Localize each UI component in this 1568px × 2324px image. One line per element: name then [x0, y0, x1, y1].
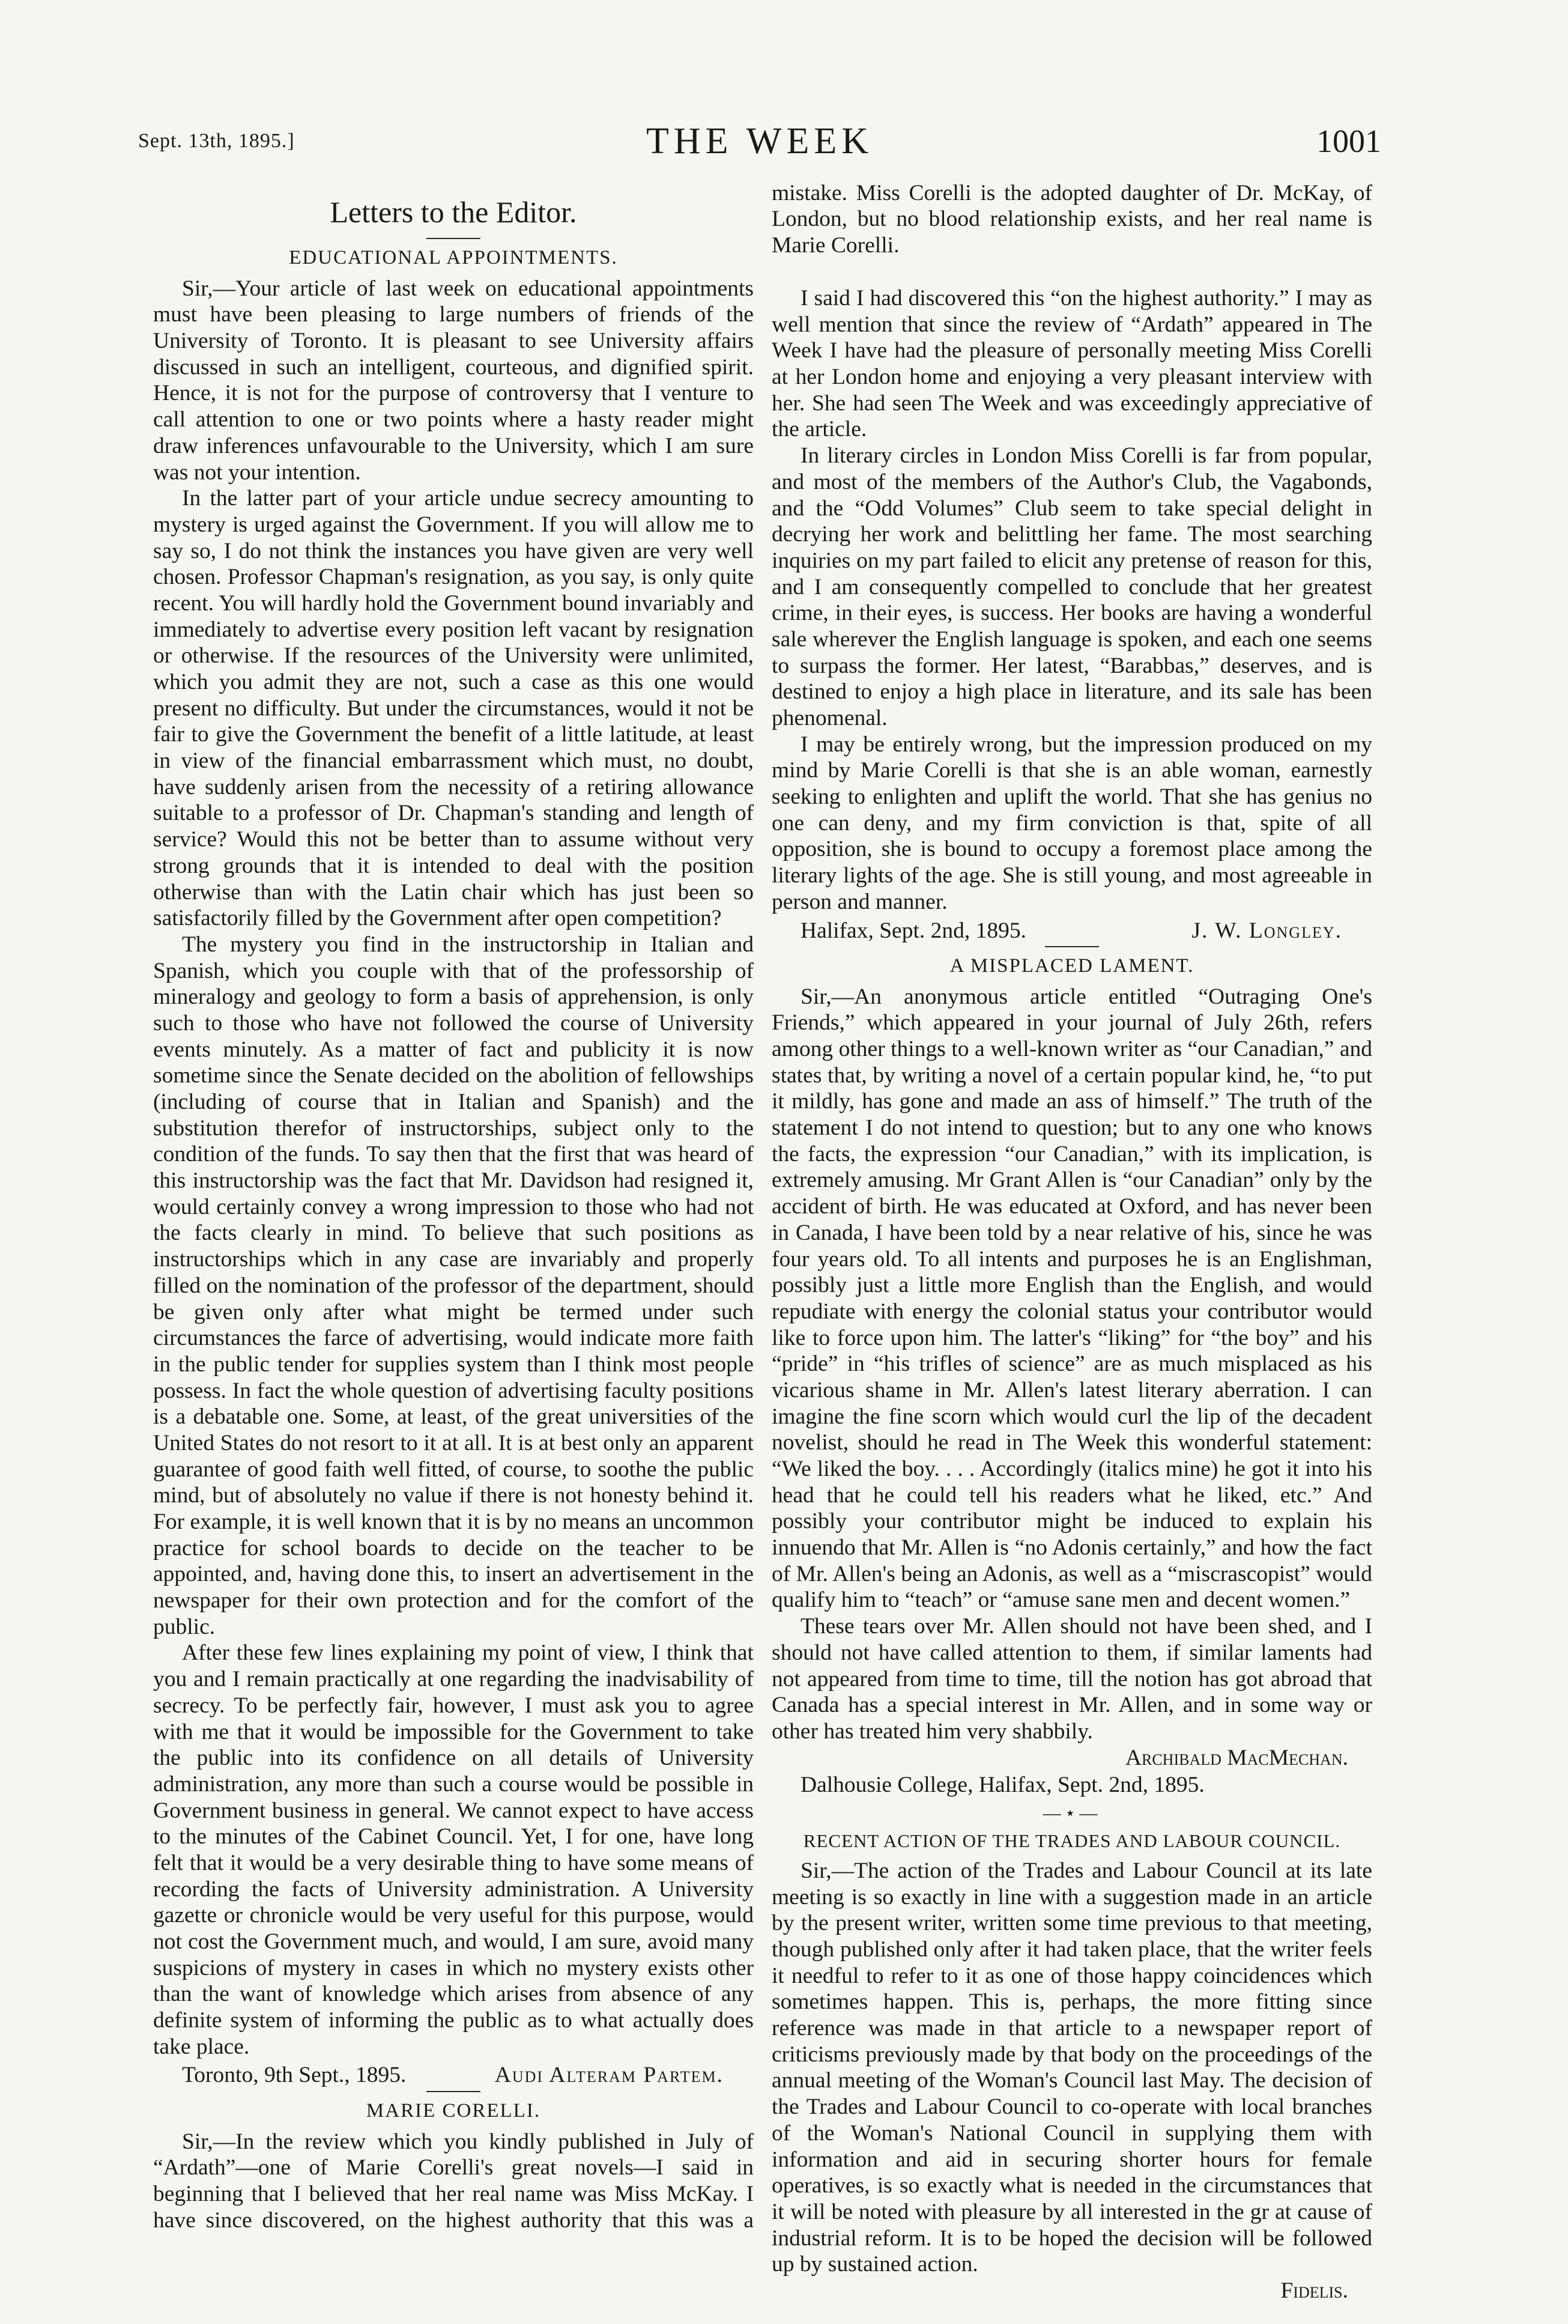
- paragraph: In literary circles in London Miss Corelli is far from popular, and most of the members of the Author's Club, the Vagabonds, and the “Odd Volumes” Club seem to take special delight in decrying her work and belittling her fame. The most searching inquiries on my part failed to elicit any pretense of reason for this, and I am consequently compelled to conclude that her greatest crime, in their eyes, is success. Her books are having a wonderful sale wherever the English language is spoken, and each one seems to surpass the former. Her latest, “Barabbas,” deserves, and is destined to enjoy a high place in literature, and its sale has been phenomenal.: [772, 443, 1372, 730]
- letter-title-educational: EDUCATIONAL APPOINTMENTS.: [289, 247, 618, 269]
- letter-place: Toronto, 9th Sept., 1895.: [182, 2063, 407, 2088]
- letter-signature: Archibald MacMechan.: [1125, 1745, 1348, 1770]
- paragraph: Sir,—Your article of last week on educational appointments must have been pleasing to large numbers of friends of the University of Toronto. It is pleasant to see University affairs discussed in such an intelligent, courteous, and dignified spirit. Hence, it is not for the purpose of controversy that I venture to call attention to one or two points where a hasty reader might draw inferences unfavourable to the University, which I am sure was not your intention.: [153, 276, 754, 485]
- letter-signoff: [772, 1745, 1372, 1771]
- letter-signature: Audi Alteram Partem.: [494, 2063, 724, 2088]
- left-column: [153, 192, 754, 2234]
- publication-title: THE WEEK: [646, 121, 873, 162]
- paragraph: I said I had discovered this “on the highest authority.” I may as well mention that since the review of “Ardath” appeared in The Week I have had the pleasure of personally meeting Miss Corelli at her London home and enjoying a very pleasant interview with her. She had seen The Week and was exceedingly appreciative of the article.: [772, 286, 1372, 442]
- paragraph-continued: [772, 180, 1372, 285]
- letter-title-corelli: MARIE CORELLI.: [366, 2100, 541, 2122]
- divider: [426, 2091, 480, 2092]
- section-heading: Letters to the Editor.: [330, 195, 577, 229]
- right-column: [772, 180, 1372, 2304]
- letter-signoff: [153, 2062, 754, 2089]
- paragraph: These tears over Mr. Allen should not have been shed, and I should not have called attention to them, if similar laments had not appeared from time to time, till the notion has got abroad that Canada has a special interest in Mr. Allen, and in some way or other has treated him very shabbily.: [772, 1614, 1372, 1744]
- letter-title-lament: A MISPLACED LAMENT.: [949, 955, 1194, 977]
- page-number: 1001: [1316, 123, 1381, 159]
- divider-ornament: —⋆—: [1043, 1803, 1101, 1823]
- paragraph: Sir,—The action of the Trades and Labour Council at its late meeting is so exactly in line with a suggestion made in an article by the present writer, written some time previous to that meeting, though published only after it had taken place, that the writer feels it needful to refer to it as one of those happy coincidences which sometimes happen. This is, perhaps, the more fitting since reference was made in that article to a newspaper report of criticisms previously made by that body on the proceedings of the annual meeting of the Woman's Council last May. The decision of the Trades and Labour Council to co-operate with local branches of the Woman's National Council in supplying them with information and aid in securing shorter hours for female operatives, is so exactly what is needed in the circumstances that it will be noted with pleasure by all interested in the gr at cause of industrial reform. It is to be hoped the decision will be followed up by sustained action.: [772, 1858, 1372, 2277]
- page-header: [138, 120, 1381, 168]
- divider: [426, 238, 480, 239]
- divider: [1045, 946, 1099, 947]
- paragraph: I may be entirely wrong, but the impression produced on my mind by Marie Corelli is that she is an able woman, earnestly seeking to enlighten and uplift the world. That she has genius no one can deny, and my firm conviction is that, spite of all opposition, she is bound to occupy a foremost place among the literary lights of the age. She is still young, and most agreeable in person and manner.: [772, 732, 1372, 914]
- paragraph: In the latter part of your article undue secrecy amounting to mystery is urged against the Government. If you will allow me to say so, I do not think the instances you have given are very well chosen. Professor Chapman's resignation, as you say, is only quite recent. You will hardly hold the Government bound invariably and immediately to advertise every position left vacant by resignation or otherwise. If the resources of the University were unlimited, which you admit they are not, such a case as this one would present no difficulty. But under the circumstances, would it not be fair to give the Government the benefit of a little latitude, at least in view of the financial embarrassment which must, no doubt, have suddenly arisen from the necessity of a retiring allowance suitable to a professor of Dr. Chapman's standing and length of service? Would this not be better than to assume without very strong grounds that it is intended to deal with the position otherwise than with the Latin chair which has just been so satisfactorily filled by the Government after open competition?: [153, 486, 754, 931]
- paragraph-split: Sir,—In the review which you kindly published in July of “Ardath”—one of Marie Corelli's great novels—I said in beginning that I believed that her real name was Miss McKay. I have since discovered, on the highest authority that this was a: [153, 2129, 754, 2233]
- letter-signature: J. W. Longley.: [1191, 918, 1342, 943]
- letter-title-trades: RECENT ACTION OF THE TRADES AND LABOUR COUNCIL.: [803, 1830, 1341, 1851]
- letter-signoff: [772, 918, 1372, 944]
- issue-date: Sept. 13th, 1895.]: [138, 130, 295, 152]
- letter-place: Dalhousie College, Halifax, Sept. 2nd, 1895.: [801, 1773, 1205, 1798]
- letter-place: Halifax, Sept. 2nd, 1895.: [801, 918, 1026, 943]
- paragraph: The mystery you find in the instructorship in Italian and Spanish, which you couple with that of the professorship of mineralogy and geology to form a basis of apprehension, is only such to those who have not followed the course of University events minutely. As a matter of fact and publicity it is now sometime since the Senate decided on the abolition of fellowships (including of course that in Italian and Spanish) and the substitution therefor of instructorships, subject only to the condition of the funds. To say then that the first that was heard of this instructorship was the fact that Mr. Davidson had resigned it, would certainly convey a wrong impression to those who had not the facts clearly in mind. To believe that such positions as instructorships which in any case are invariably and properly filled on the nomination of the professor of the department, should be given only after what might be termed under such circumstances the farce of advertising, would indicate more faith in the public tender for supplies system than I think most people possess. In fact the whole question of advertising faculty positions is a debatable one. Some, at least, of the great universities of the United States do not resort to it at all. It is at best only an apparent guarantee of good faith well fitted, of course, to soothe the public mind, but of absolutely no value if there is not honesty behind it. For example, it is well known that it is by no means an uncommon practice for school boards to decide on the teacher to be appointed, and, having done this, to insert an advertisement in the newspaper for their own protection and for the comfort of the public.: [153, 932, 754, 1639]
- letter-signoff: [772, 2278, 1372, 2304]
- paragraph: After these few lines explaining my point of view, I think that you and I remain practically at one regarding the inadvisability of secrecy. To be perfectly fair, however, I must ask you to agree with me that it would be impossible for the Government to take the public into its confidence on all details of University administration, any more than such a course would be possible in Government business in general. We cannot expect to have access to the minutes of the Cabinet Council. Yet, I for one, have long felt that it would be a very desirable thing to have some means of recording the facts of University administration. A University gazette or chronicle would be very useful for this purpose, would not cost the Government much, and would, I am sure, avoid many suspicions of mystery in cases in which no mystery exists other than the want of knowledge which arises from absence of any definite system of informing the public as to what actually does take place.: [153, 1640, 754, 2059]
- letter-signature: Fidelis.: [1280, 2278, 1348, 2303]
- paragraph-continued-text: mistake. Miss Corelli is the adopted daughter of Dr. McKay, of London, but no blood relationship exists, and her real name is Marie Corelli.: [772, 180, 1372, 258]
- paragraph: Sir,—An anonymous article entitled “Outraging One's Friends,” which appeared in your journal of July 26th, refers among other things to a well-known writer as “our Canadian,” and states that, by writing a novel of a certain popular kind, he, “to put it mildly, has gone and made an ass of himself.” The truth of the statement I do not intend to question; but to any one who knows the facts, the expression “our Canadian,” with its implication, is extremely amusing. Mr Grant Allen is “our Canadian” only by the accident of birth. He was educated at Oxford, and has never been in Canada, I have been told by a near relative of his, since he was four years old. To all intents and purposes he is an Englishman, possibly just a little more English than the English, and would repudiate with energy the colonial status your contributor would like to force upon him. The latter's “liking” for “the boy” and his “pride” in “his trifles of science” are as much misplaced as his vicarious shame in Mr. Allen's latest literary aberration. I can imagine the fine scorn which would curl the lip of the decadent novelist, should he read in The Week this wonderful statement: “We liked the boy. . . . Accordingly (italics mine) he got it into his head that he could tell his readers what he liked, etc.” And possibly your contributor might be induced to explain his innuendo that Mr. Allen is “no Adonis certainly,” and how the fact of Mr. Allen's being an Adonis, as well as a “miscrascopist” would qualify him to “teach” or “amuse sane men and decent women.”: [772, 984, 1372, 1613]
